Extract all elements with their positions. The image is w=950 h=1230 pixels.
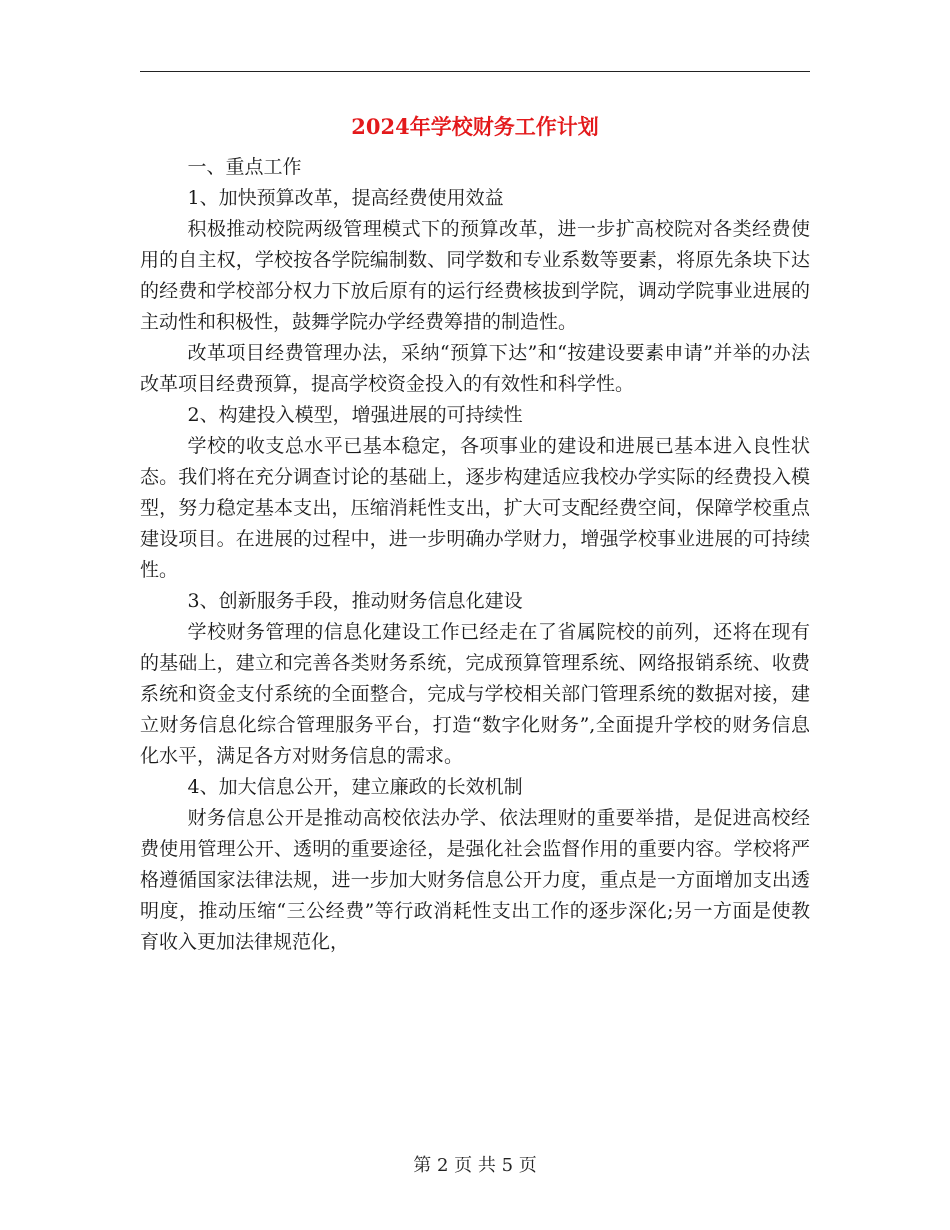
body-paragraph: 积极推动校院两级管理模式下的预算改革，进一步扩高校院对各类经费使用的自主权，学校按各学院编制数、同学数和专业系数等要素，将原先条块下达的经费和学校部分权力下放后原有的运行经费核拔到学院，调动学院事业进展的主动性和积极性，鼓舞学院办学经费筹措的制造性。 [140,218,810,333]
body-paragraph: 改革项目经费管理办法，采纳“预算下达”和“按建设要素申请”并举的办法改革项目经费预算，提高学校资金投入的有效性和科学性。 [140,342,810,395]
document-title: 2024年学校财务工作计划 [351,114,599,139]
document-body [140,152,810,958]
body-paragraph: 学校的收支总水平已基本稳定，各项事业的建设和进展已基本进入良性状态。我们将在充分调查讨论的基础上，逐步构建适应我校办学实际的经费投入模型，努力稳定基本支出，压缩消耗性支出，扩大可支配经费空间，保障学校重点建设项目。在进展的过程中，进一步明确办学财力，增强学校事业进展的可持续性。 [140,435,810,581]
section-heading: 一、重点工作 [187,156,302,178]
page-number-footer: 第 2 页 共 5 页 [413,1155,537,1176]
header-rule [140,71,810,72]
body-paragraph: 学校财务管理的信息化建设工作已经走在了省属院校的前列，还将在现有的基础上，建立和完善各类财务系统，完成预算管理系统、网络报销系统、收费系统和资金支付系统的全面整合，完成与学校相关部门管理系统的数据对接，建立财务信息化综合管理服务平台，打造“数字化财务”,全面提升学校的财务信息化水平，满足各方对财务信息的需求。 [140,621,810,767]
subsection-heading: 3、创新服务手段，推动财务信息化建设 [187,590,523,612]
subsection-heading: 4、加大信息公开，建立廉政的长效机制 [187,776,523,798]
body-paragraph: 财务信息公开是推动高校依法办学、依法理财的重要举措，是促进高校经费使用管理公开、透明的重要途径，是强化社会监督作用的重要内容。学校将严格遵循国家法律法规，进一步加大财务信息公开力度，重点是一方面增加支出透明度，推动压缩“三公经费”等行政消耗性支出工作的逐步深化;另一方面是使教育收入更加法律规范化， [140,807,810,953]
subsection-heading: 1、加快预算改革，提高经费使用效益 [187,187,504,209]
subsection-heading: 2、构建投入模型，增强进展的可持续性 [187,404,523,426]
